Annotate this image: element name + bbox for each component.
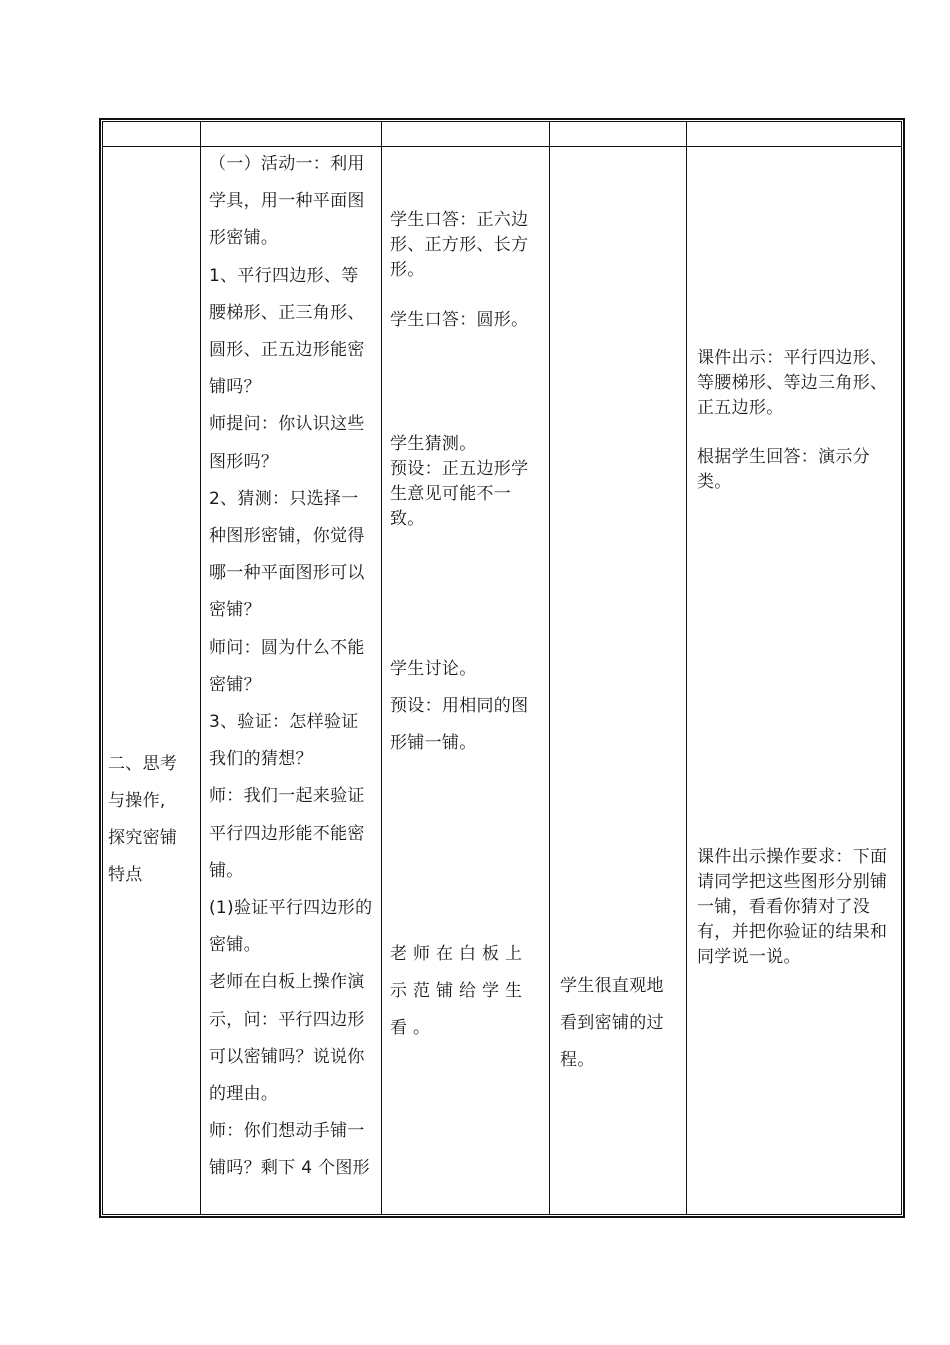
column-divider: [686, 121, 687, 1215]
activity-paragraph: 3、验证：怎样验证我们的猜想？: [209, 712, 359, 770]
section-label-line: 与操作,: [108, 791, 166, 811]
column-divider: [200, 121, 201, 1215]
section-label-line: 特点: [108, 865, 143, 885]
teacher-activity-cell: [209, 146, 374, 1188]
activity-paragraph: 师：我们一起来验证平行四边形能不能密铺。: [209, 786, 365, 881]
activity-paragraph: 2、猜测：只选择一种图形密铺，你觉得哪一种平面图形可以密铺？: [209, 488, 365, 621]
activity-paragraph: （一）活动一：利用学具，用一种平面图形密铺。: [209, 154, 365, 249]
column-divider: [549, 121, 550, 1215]
student-discuss: 学生讨论。: [390, 659, 477, 679]
column-divider: [381, 121, 382, 1215]
design-intent-cell: 学生很直观地看到密铺的过程。: [560, 976, 664, 1070]
activity-paragraph: (1)验证平行四边形的密铺。: [209, 898, 373, 956]
courseware-show-shapes: 课件出示：平行四边形、等腰梯形、等边三角形、正五边形。: [697, 348, 888, 418]
section-label-line: 二、思考: [108, 754, 178, 774]
activity-paragraph: 师提问：你认识这些图形吗？: [209, 414, 365, 472]
section-label-line: 探究密铺: [108, 828, 178, 848]
student-guess: 学生猜测。: [390, 434, 477, 454]
activity-paragraph: 1、平行四边形、等腰梯形、正三角形、圆形、正五边形能密铺吗？: [209, 265, 365, 398]
courseware-classify: 根据学生回答：演示分类。: [697, 447, 870, 492]
student-guess-preset: 预设：正五边形学生意见可能不一致。: [390, 459, 529, 529]
student-discuss-preset: 预设：用相同的图形铺一铺。: [390, 696, 529, 753]
teacher-demo-note: 老师在白板上示范铺给学生看。: [390, 944, 528, 1038]
activity-paragraph: 师：你们想动手铺一铺吗？剩下 4 个图形: [209, 1121, 370, 1179]
student-answer-shapes: 学生口答：正六边形、正方形、长方形。: [390, 210, 529, 280]
activity-paragraph: 师问：圆为什么不能密铺？: [209, 637, 365, 695]
activity-paragraph: 老师在白板上操作演示，问：平行四边形可以密铺吗？说说你的理由。: [209, 972, 365, 1105]
courseware-operation-requirement: 课件出示操作要求：下面请同学把这些图形分别铺一铺，看看你猜对了没有，并把你验证的结果和同学说一说。: [697, 847, 888, 967]
student-answer-circle: 学生口答：圆形。: [390, 310, 529, 330]
section-label-cell: [108, 746, 194, 894]
